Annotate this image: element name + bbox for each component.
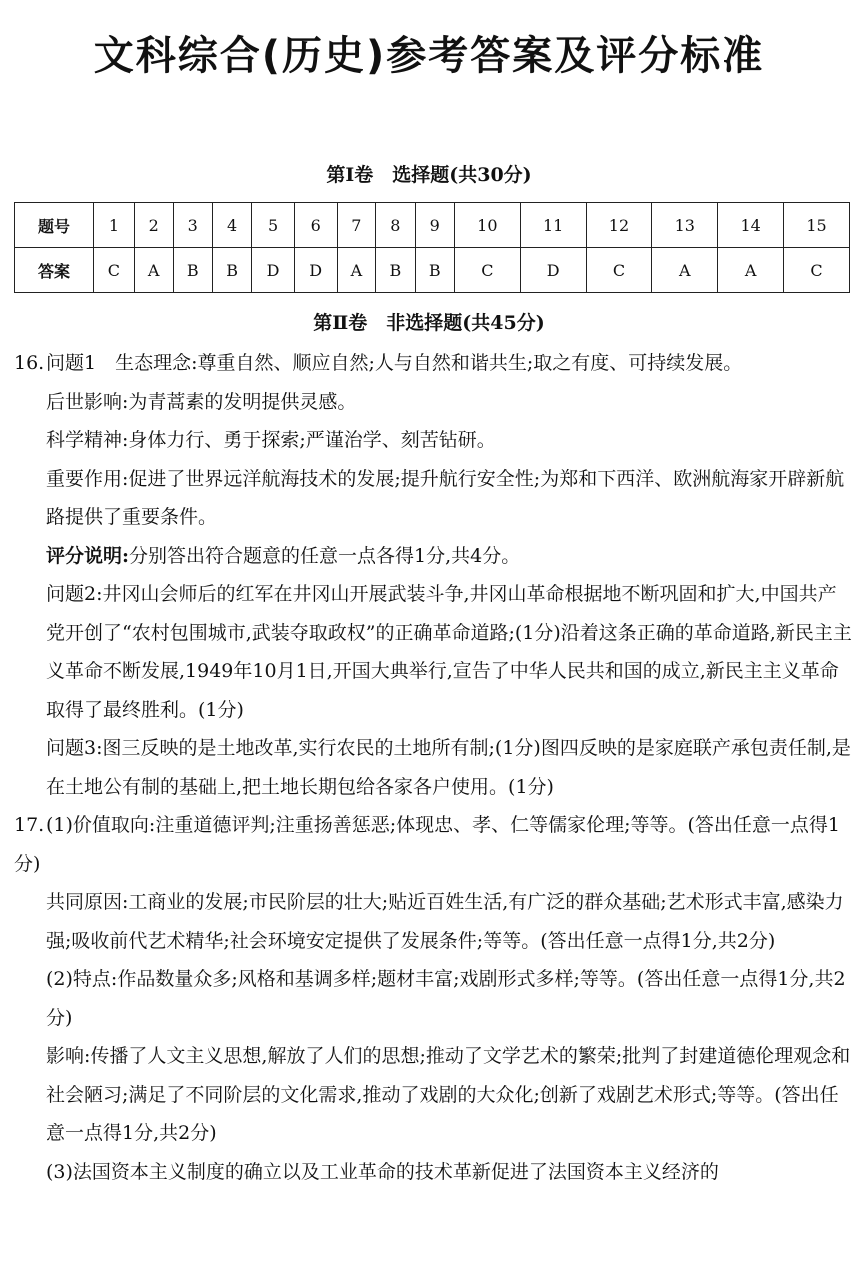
table-cell: 11 (520, 203, 586, 248)
table-cell: 14 (718, 203, 784, 248)
question-number: 17. (14, 814, 45, 836)
table-cell: C (784, 248, 850, 293)
table-cell: B (415, 248, 454, 293)
q16-line3: 科学精神:身体力行、勇于探索;严谨治学、刻苦钻研。 (46, 429, 496, 451)
table-cell: B (212, 248, 251, 293)
table-cell: 4 (212, 203, 251, 248)
answer-body (14, 344, 854, 1191)
question-16 (14, 344, 854, 806)
table-cell: A (337, 248, 376, 293)
q17-part1: 17.(1)价值取向:注重道德评判;注重扬善惩恶;体现忠、孝、仁等儒家伦理;等等。(答出任意一点得1分) (14, 806, 854, 883)
q16-line1: 16.问题1 生态理念:尊重自然、顺应自然;人与自然和谐共生;取之有度、可持续发展。 (14, 344, 854, 383)
table-cell: 12 (586, 203, 652, 248)
q16-line4: 重要作用:促进了世界远洋航海技术的发展;提升航行安全性;为郑和下西洋、欧洲航海家开辟新航路提供了重要条件。 (46, 467, 845, 528)
table-cell: C (586, 248, 652, 293)
section-title-nonchoice: 第Ⅱ卷 非选择题(共45分) (313, 312, 545, 334)
table-cell: 1 (94, 203, 135, 248)
table-cell: 5 (252, 203, 295, 248)
table-cell: 6 (294, 203, 337, 248)
table-cell: 2 (134, 203, 173, 248)
table-cell: C (94, 248, 135, 293)
table-row-numbers (15, 203, 850, 248)
q16-question2: 问题2:井冈山会师后的红军在井冈山开展武装斗争,井冈山革命根据地不断巩固和扩大,中国共产党开创了“农村包围城市,武装夺取政权”的正确革命道路;(1分)沿着这条正确的革命道路,新民主主义革命不断发展,1949年10月1日,开国大典举行,宣告了中华人民共和国的成立,新民主主义革命取得了最终胜利。(1分) (46, 583, 852, 721)
table-cell: 13 (652, 203, 718, 248)
table-cell: A (718, 248, 784, 293)
q17-part2: (2)特点:作品数量众多;风格和基调多样;题材丰富;戏剧形式多样;等等。(答出任意一点得1分,共2分) (46, 968, 846, 1029)
q16-scoring-note: 评分说明:分别答出符合题意的任意一点各得1分,共4分。 (46, 544, 521, 567)
q16-question3: 问题3:图三反映的是土地改革,实行农民的土地所有制;(1分)图四反映的是家庭联产承包责任制,是在土地公有制的基础上,把土地长期包给各家各户使用。(1分) (46, 737, 851, 798)
table-cell: 9 (415, 203, 454, 248)
table-row-answers (15, 248, 850, 293)
table-cell: D (520, 248, 586, 293)
table-cell: 10 (454, 203, 520, 248)
table-cell: 15 (784, 203, 850, 248)
table-cell: A (134, 248, 173, 293)
table-header-answer: 答案 (15, 248, 94, 293)
document-title: 文科综合(历史)参考答案及评分标准 (93, 33, 765, 79)
q16-line2: 后世影响:为青蒿素的发明提供灵感。 (46, 390, 357, 413)
table-cell: B (376, 248, 415, 293)
table-cell: D (252, 248, 295, 293)
table-header-number: 题号 (15, 203, 94, 248)
table-cell: 8 (376, 203, 415, 248)
table-cell: B (173, 248, 212, 293)
q17-impact: 影响:传播了人文主义思想,解放了人们的思想;推动了文学艺术的繁荣;批判了封建道德伦理观念和社会陋习;满足了不同阶层的文化需求,推动了戏剧的大众化;创新了戏剧艺术形式;等等。(答出任意一点得1分,共2分) (46, 1045, 851, 1144)
table-cell: C (454, 248, 520, 293)
answer-table (14, 202, 850, 293)
table-cell: 7 (337, 203, 376, 248)
question-number: 16. (14, 352, 45, 374)
table-cell: 3 (173, 203, 212, 248)
question-17 (14, 806, 854, 1191)
q17-part3: (3)法国资本主义制度的确立以及工业革命的技术革新促进了法国资本主义经济的 (46, 1160, 719, 1183)
table-cell: A (652, 248, 718, 293)
section-title-choice: 第Ⅰ卷 选择题(共30分) (326, 164, 532, 186)
table-cell: D (294, 248, 337, 293)
q17-common-reasons: 共同原因:工商业的发展;市民阶层的壮大;贴近百姓生活,有广泛的群众基础;艺术形式丰富,感染力强;吸收前代艺术精华;社会环境安定提供了发展条件;等等。(答出任意一点得1分,共2分) (46, 891, 844, 952)
scoring-label: 评分说明: (46, 544, 130, 567)
